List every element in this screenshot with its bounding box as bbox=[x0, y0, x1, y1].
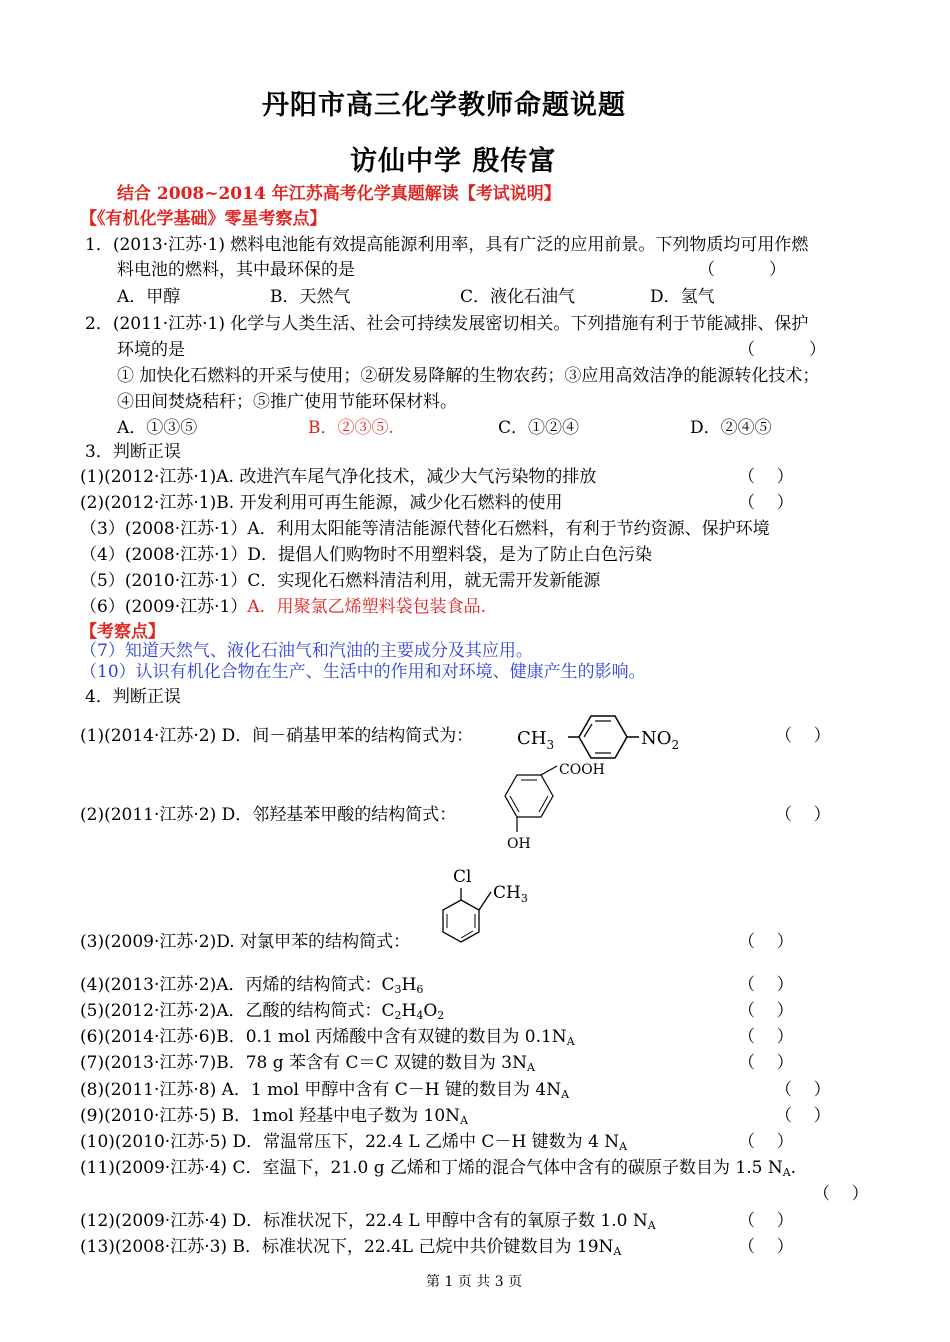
q3-item-6-prefix: （6）(2009·江苏·1） bbox=[80, 597, 248, 617]
q4-item-4-blank: （ ） bbox=[738, 975, 794, 995]
section-heading: 【《有机化学基础》零星考察点】 bbox=[80, 209, 327, 229]
q3-heading: 3．判断正误 bbox=[85, 442, 181, 462]
q1-answer-blank: （ ） bbox=[698, 260, 787, 280]
author-line: 访仙中学 殷传富 bbox=[350, 146, 557, 177]
q3-item-1-blank: （ ） bbox=[738, 467, 794, 487]
hydroxybenzoic-acid-structure bbox=[495, 760, 615, 852]
q4-item-12-blank: （ ） bbox=[738, 1211, 794, 1231]
q3-item-5: （5）(2010·江苏·1）C．实现化石燃料清洁利用，就无需开发新能源 bbox=[80, 571, 601, 591]
kaocha-heading: 【考察点】 bbox=[80, 622, 165, 642]
q3-item-2-blank: （ ） bbox=[738, 493, 794, 513]
q4-item-11: (11)(2009·江苏·4) C．室温下，21.0 g 乙烯和丁烯的混合气体中含有的碳原子数目为 1.5 $N_A$. bbox=[80, 1158, 797, 1179]
no2-label: $NO_2$ bbox=[641, 728, 680, 752]
cl-label: Cl bbox=[453, 867, 472, 887]
q2-option-d: D．②④⑤ bbox=[690, 418, 772, 438]
q3-item-6-text: A．用聚氯乙烯塑料袋包装食品. bbox=[247, 597, 487, 617]
q4-item-7: (7)(2013·江苏·7)B．78 g 苯含有 C＝C 双键的数目为 $3N_A$ bbox=[80, 1053, 535, 1074]
q4-item-10: (10)(2010·江苏·5) D．常温常压下，22.4 L 乙烯中 C－H 键数为 4 $N_A$ bbox=[80, 1132, 628, 1153]
q1-option-a: A．甲醇 bbox=[117, 287, 181, 307]
q4-item-1: (1)(2014·江苏·2) D．间－硝基甲苯的结构简式为： bbox=[80, 726, 474, 746]
q4-item-13: (13)(2008·江苏·3) B．标准状况下，22.4L 己烷中共价键数目为 $19N_A$ bbox=[80, 1237, 622, 1258]
q4-item-9: (9)(2010·江苏·5) B．1mol 羟基中电子数为 $10N_A$ bbox=[80, 1106, 469, 1127]
q4-heading: 4．判断正误 bbox=[85, 687, 181, 707]
chlorotoluene-structure bbox=[435, 862, 545, 952]
q4-item-5: (5)(2012·江苏·2)A．乙酸的结构简式：$C_2H_4O_2$ bbox=[80, 1001, 445, 1022]
q4-item-5-blank: （ ） bbox=[738, 1001, 794, 1021]
q4-item-11-blank: （ ） bbox=[813, 1184, 869, 1204]
q3-item-6 bbox=[80, 596, 486, 618]
q4-item-1-blank: （ ） bbox=[775, 726, 831, 746]
q2-option-c: C．①②④ bbox=[498, 418, 580, 438]
m-nitrotoluene-structure bbox=[515, 712, 695, 762]
q4-item-10-blank: （ ） bbox=[738, 1132, 794, 1152]
q4-item-8-blank: （ ） bbox=[775, 1080, 831, 1100]
q2-line3: ① 加快化石燃料的开采与使用；②研发易降解的生物农药；③应用高效洁净的能源转化技术； bbox=[117, 366, 820, 386]
q4-item-3-blank: （ ） bbox=[738, 932, 794, 952]
q1-option-b: B．天然气 bbox=[270, 287, 351, 307]
q2-line2: 环境的是 bbox=[117, 340, 185, 360]
kaocha-point-7: （7）知道天然气、液化石油气和汽油的主要成分及其应用。 bbox=[80, 641, 533, 661]
q1-line2: 料电池的燃料，其中最环保的是 bbox=[117, 260, 355, 280]
q4-item-2-blank: （ ） bbox=[775, 805, 831, 825]
document-title: 丹阳市高三化学教师命题说题 bbox=[262, 90, 626, 121]
cooh-label: COOH bbox=[559, 762, 605, 778]
q4-item-13-blank: （ ） bbox=[738, 1237, 794, 1257]
q4-item-2: (2)(2011·江苏·2) D．邻羟基苯甲酸的结构简式： bbox=[80, 805, 457, 825]
ch3-label-2: $CH_3$ bbox=[493, 883, 528, 905]
q1-option-d: D．氢气 bbox=[650, 287, 715, 307]
q3-item-1: (1)(2012·江苏·1)A. 改进汽车尾气净化技术，减少大气污染物的排放 bbox=[80, 467, 597, 487]
q1-line1: 1．(2013·江苏·1) 燃料电池能有效提高能源利用率，具有广泛的应用前景。下列物质均可用作燃 bbox=[85, 235, 809, 255]
q4-item-6: (6)(2014·江苏·6)B．0.1 mol 丙烯酸中含有双键的数目为 $0.1N_A$ bbox=[80, 1027, 575, 1048]
q4-item-9-blank: （ ） bbox=[775, 1106, 831, 1126]
q4-item-12: (12)(2009·江苏·4) D．标准状况下，22.4 L 甲醇中含有的氧原子数 1.0 $N_A$ bbox=[80, 1211, 656, 1232]
ch3-label: $CH_3$ bbox=[517, 728, 555, 752]
q2-line4: ④田间焚烧秸秆；⑤推广使用节能环保材料。 bbox=[117, 392, 457, 412]
q4-item-4: (4)(2013·江苏·2)A．丙烯的结构简式：$C_3H_6$ bbox=[80, 975, 424, 996]
q2-line1: 2．(2011·江苏·1) 化学与人类生活、社会可持续发展密切相关。下列措施有利于节能减排、保护 bbox=[85, 314, 809, 334]
q3-item-4: （4）(2008·江苏·1）D．提倡人们购物时不用塑料袋，是为了防止白色污染 bbox=[80, 545, 652, 565]
page-footer: 第 1 页 共 3 页 bbox=[426, 1274, 523, 1290]
subtitle: 结合 2008~2014 年江苏高考化学真题解读【考试说明】 bbox=[117, 184, 561, 204]
q4-item-6-blank: （ ） bbox=[738, 1027, 794, 1047]
oh-label: OH bbox=[507, 836, 531, 852]
q1-option-c: C．液化石油气 bbox=[460, 287, 576, 307]
q4-item-7-blank: （ ） bbox=[738, 1053, 794, 1073]
q2-option-b: B．②③⑤. bbox=[308, 418, 394, 438]
q3-item-3: （3）(2008·江苏·1）A．利用太阳能等清洁能源代替化石燃料，有利于节约资源、保护环境 bbox=[80, 519, 770, 539]
kaocha-point-10: （10）认识有机化合物在生产、生活中的作用和对环境、健康产生的影响。 bbox=[80, 662, 646, 682]
q4-item-8: (8)(2011·江苏·8) A．1 mol 甲醇中含有 C－H 键的数目为 $4N_A$ bbox=[80, 1080, 570, 1101]
q3-item-2: (2)(2012·江苏·1)B. 开发利用可再生能源，减少化石燃料的使用 bbox=[80, 493, 563, 513]
q2-answer-blank: （ ） bbox=[738, 340, 827, 360]
q4-item-3: (3)(2009·江苏·2)D. 对氯甲苯的结构简式： bbox=[80, 932, 411, 952]
q2-option-a: A．①③⑤ bbox=[117, 418, 198, 438]
